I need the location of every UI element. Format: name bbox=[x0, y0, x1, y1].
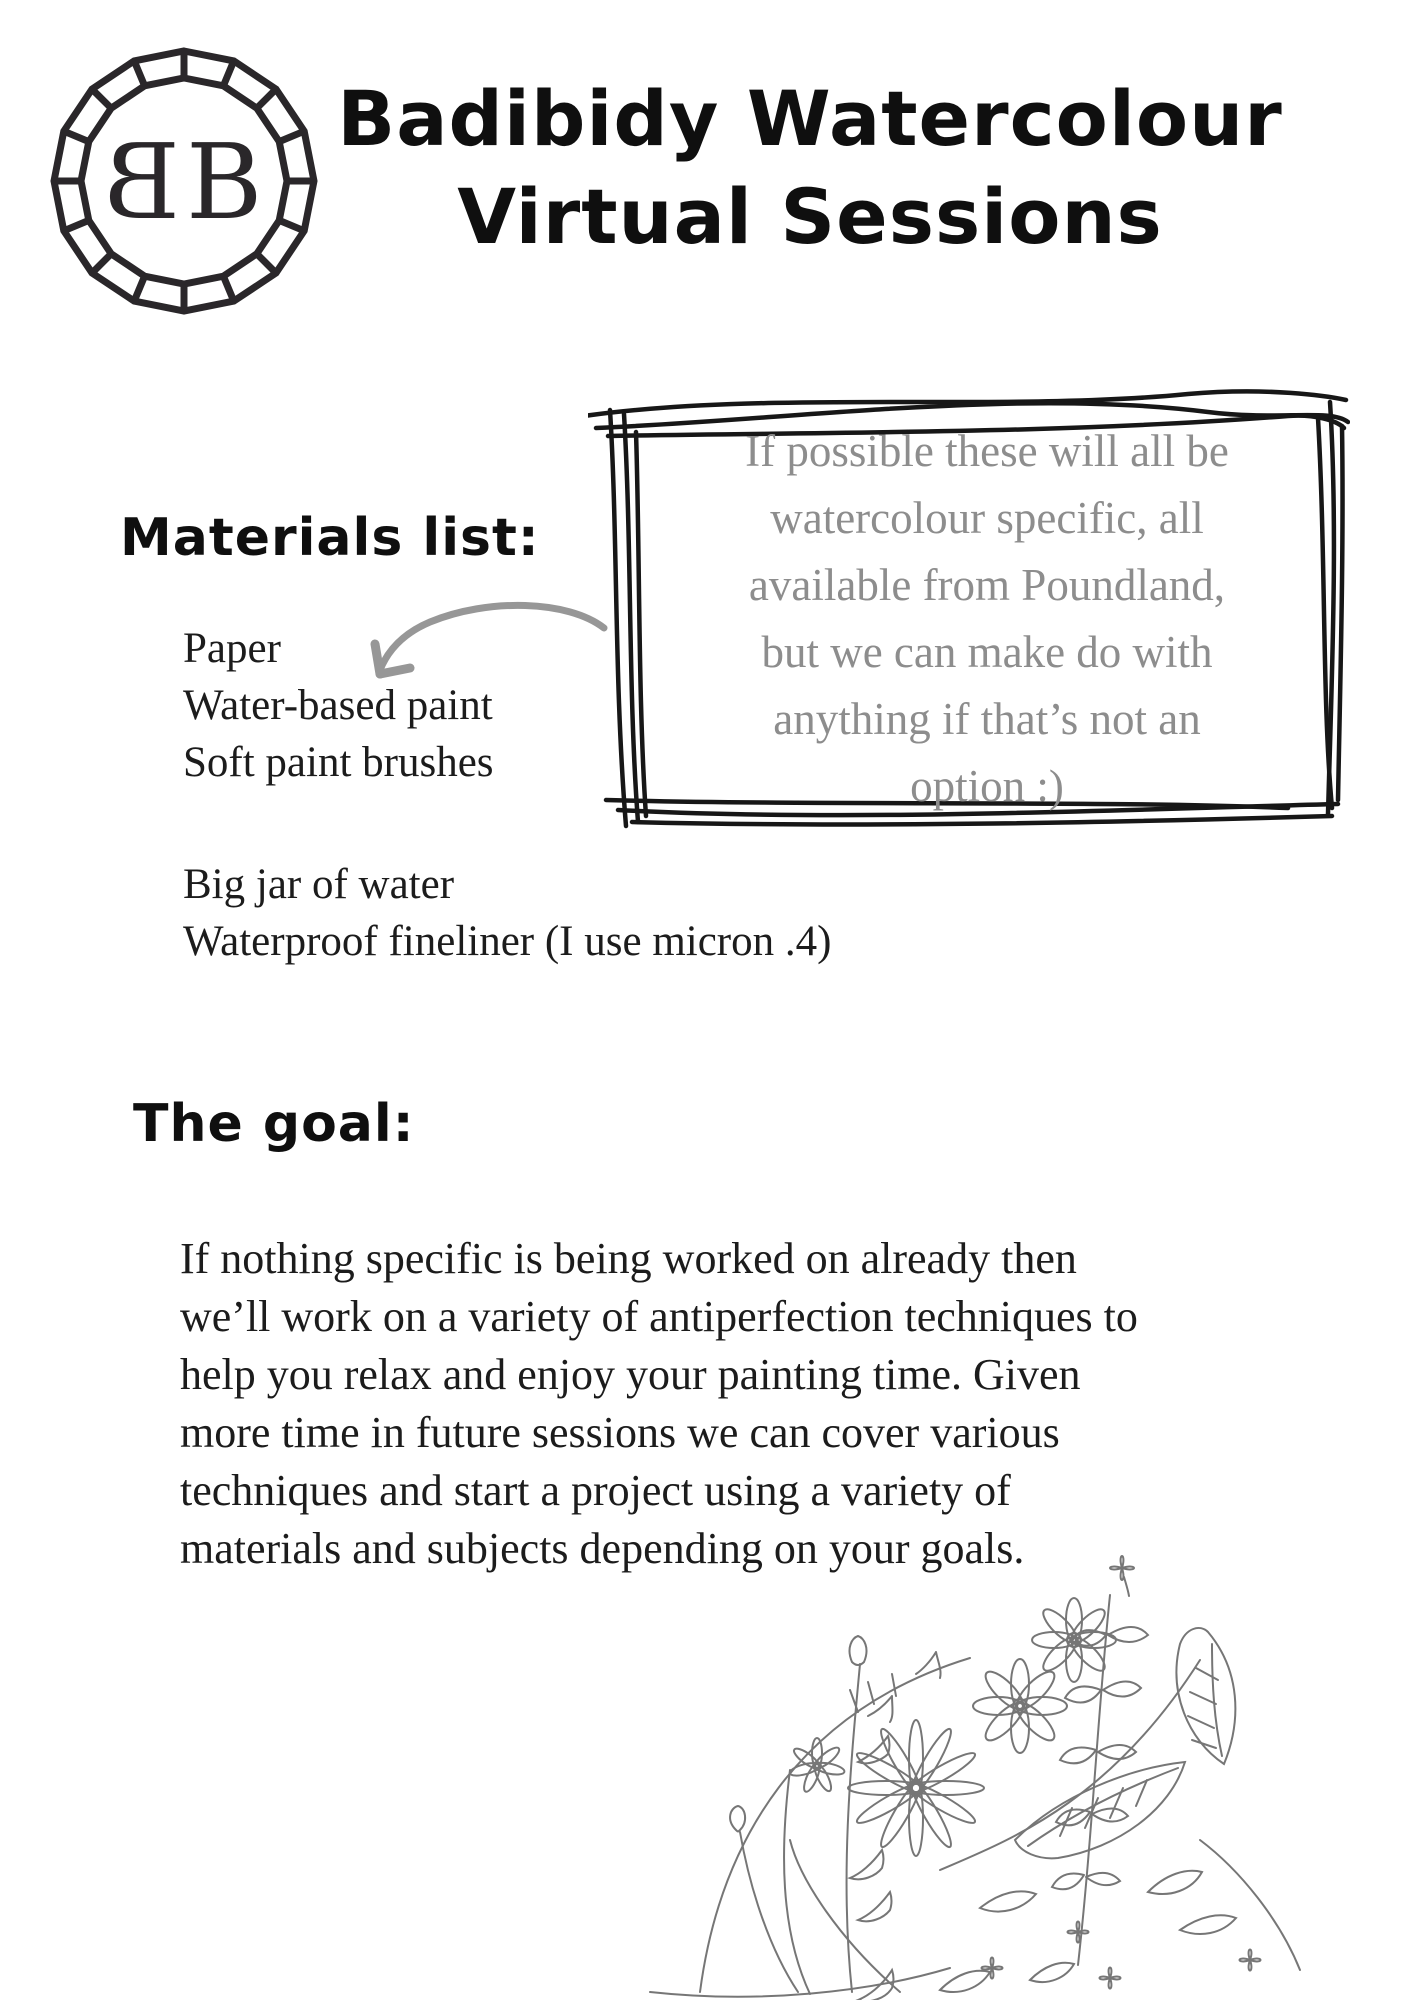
note-line: If possible these will all be bbox=[745, 426, 1229, 476]
daisy-small-top bbox=[1032, 1598, 1116, 1682]
goal-line: we’ll work on a variety of antiperfection techniques to bbox=[180, 1292, 1138, 1341]
goal-paragraph bbox=[180, 1230, 1300, 1578]
material-item: Soft paint brushes bbox=[183, 739, 494, 786]
mini-flowers bbox=[940, 1840, 1300, 1992]
daisy-small-mid bbox=[973, 1659, 1067, 1753]
note-line: but we can make do with bbox=[761, 627, 1213, 677]
material-item: Paper bbox=[183, 625, 281, 672]
page-title-line1: Badibidy Watercolour bbox=[337, 74, 1283, 163]
note-box bbox=[588, 370, 1350, 832]
materials-list-primary bbox=[183, 620, 494, 791]
daisy-tiny-left bbox=[789, 1738, 846, 1794]
note-line: watercolour specific, all bbox=[770, 493, 1204, 543]
goal-line: materials and subjects depending on your goals. bbox=[180, 1524, 1025, 1573]
goal-heading: The goal: bbox=[133, 1094, 415, 1154]
monogram-b-mirrored: B bbox=[103, 121, 180, 243]
bb-decagon-logo bbox=[47, 44, 321, 318]
tiny-flower bbox=[1110, 1556, 1134, 1596]
material-item: Waterproof fineliner (I use micron .4) bbox=[183, 918, 832, 965]
goal-line: techniques and start a project using a variety of bbox=[180, 1466, 1011, 1515]
goal-line: If nothing specific is being worked on already then bbox=[180, 1234, 1077, 1283]
note-line: available from Poundland, bbox=[748, 560, 1226, 610]
goal-line: help you relax and enjoy your painting time. Given bbox=[180, 1350, 1081, 1399]
goal-line: more time in future sessions we can cover various bbox=[180, 1408, 1060, 1457]
note-line: anything if that’s not an bbox=[773, 694, 1201, 744]
daisy-large bbox=[848, 1720, 984, 1856]
monogram-b: B bbox=[186, 121, 263, 243]
note-line: option :) bbox=[910, 761, 1064, 811]
page-title-line2: Virtual Sessions bbox=[457, 172, 1163, 261]
materials-heading: Materials list: bbox=[120, 508, 540, 568]
logo-monogram bbox=[104, 121, 263, 243]
material-item: Water-based paint bbox=[183, 682, 493, 729]
floral-doodle bbox=[640, 1540, 1415, 2000]
page-title bbox=[330, 70, 1290, 266]
note-text bbox=[654, 418, 1320, 820]
material-item: Big jar of water bbox=[183, 861, 455, 908]
materials-list-secondary bbox=[183, 856, 831, 970]
tulip-and-stems bbox=[650, 1636, 950, 1997]
